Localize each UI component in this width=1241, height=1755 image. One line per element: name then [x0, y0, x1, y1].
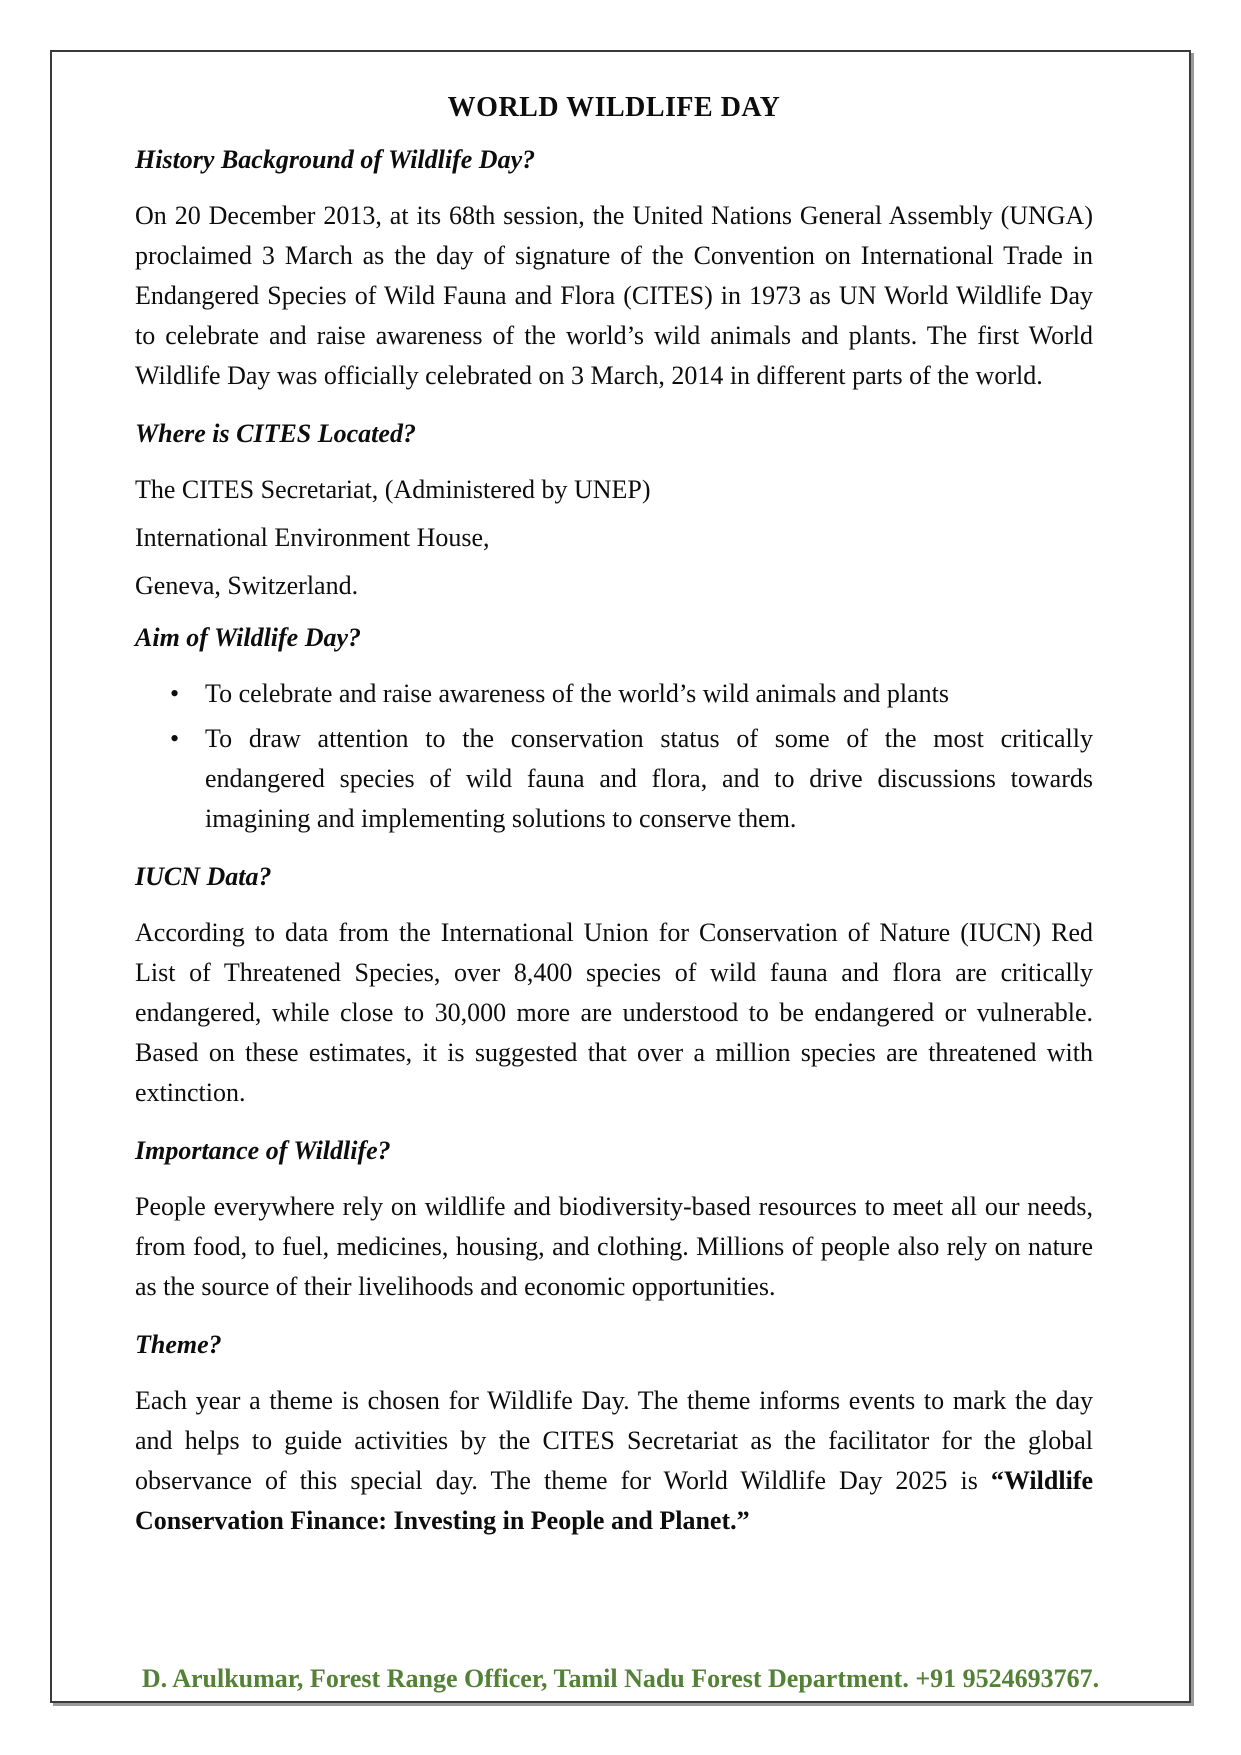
page-content — [52, 52, 1189, 1701]
section-heading-theme: Theme? — [135, 1330, 222, 1359]
paragraph-importance: People everywhere rely on wildlife and biodiversity-based resources to meet all our needs, from food, to fuel, medicines, housing, and clothing. Millions of people also rely on nature as the source of their livelihoods and economic opportunities. — [135, 1192, 1093, 1301]
theme-text: Each year a theme is chosen for Wildlife Day. The theme informs events to mark the day and helps to guide activities by the CITES Secretariat as the facilitator for the global observance of this special day. The theme for World Wildlife Day 2025 is — [135, 1386, 1093, 1495]
theme-title-bold: “Wildlife Conservation Finance: Investing in People and Planet.” — [135, 1466, 1093, 1535]
list-item — [170, 674, 1093, 714]
paragraph-theme — [135, 1381, 1093, 1541]
location-line-house: International Environment House, — [135, 523, 490, 552]
location-line-city: Geneva, Switzerland. — [135, 571, 359, 600]
aim-bullet-list — [135, 674, 1093, 839]
section-heading-importance: Importance of Wildlife? — [135, 1136, 391, 1165]
bullet-item-text: To draw attention to the conservation status of some of the most critically endangered species of wild fauna and flora, and to drive discussions towards imagining and implementing solutions to conserve them. — [205, 724, 1093, 833]
location-line-secretariat: The CITES Secretariat, (Administered by UNEP) — [135, 475, 651, 504]
section-heading-iucn: IUCN Data? — [135, 862, 272, 891]
list-item — [170, 719, 1093, 839]
paragraph-history: On 20 December 2013, at its 68th session, the United Nations General Assembly (UNGA) proclaimed 3 March as the day of signature of the Convention on International Trade in Endangered Species of Wild Fauna and Flora (CITES) in 1973 as UN World Wildlife Day to celebrate and raise awareness of the world’s wild animals and plants. The first World Wildlife Day was officially celebrated on 3 March, 2014 in different parts of the world. — [135, 201, 1093, 390]
bullet-item-text: To celebrate and raise awareness of the world’s wild animals and plants — [205, 679, 949, 708]
section-heading-location: Where is CITES Located? — [135, 419, 416, 448]
section-heading-aim: Aim of Wildlife Day? — [135, 623, 362, 652]
page-border-frame — [50, 50, 1191, 1703]
footer-credit: D. Arulkumar, Forest Range Officer, Tamil Nadu Forest Department. +91 9524693767. — [141, 1664, 1100, 1693]
section-heading-history: History Background of Wildlife Day? — [135, 145, 536, 174]
bullet-icon: • — [170, 679, 180, 708]
bullet-icon: • — [170, 724, 180, 753]
paragraph-iucn: According to data from the International Union for Conservation of Nature (IUCN) Red List of Threatened Species, over 8,400 species of wild fauna and flora are critically endangered, while close to 30,000 more are understood to be endangered or vulnerable. Based on these estimates, it is suggested that over a million species are threatened with extinction. — [135, 918, 1093, 1107]
document-title: WORLD WILDLIFE DAY — [447, 92, 781, 123]
